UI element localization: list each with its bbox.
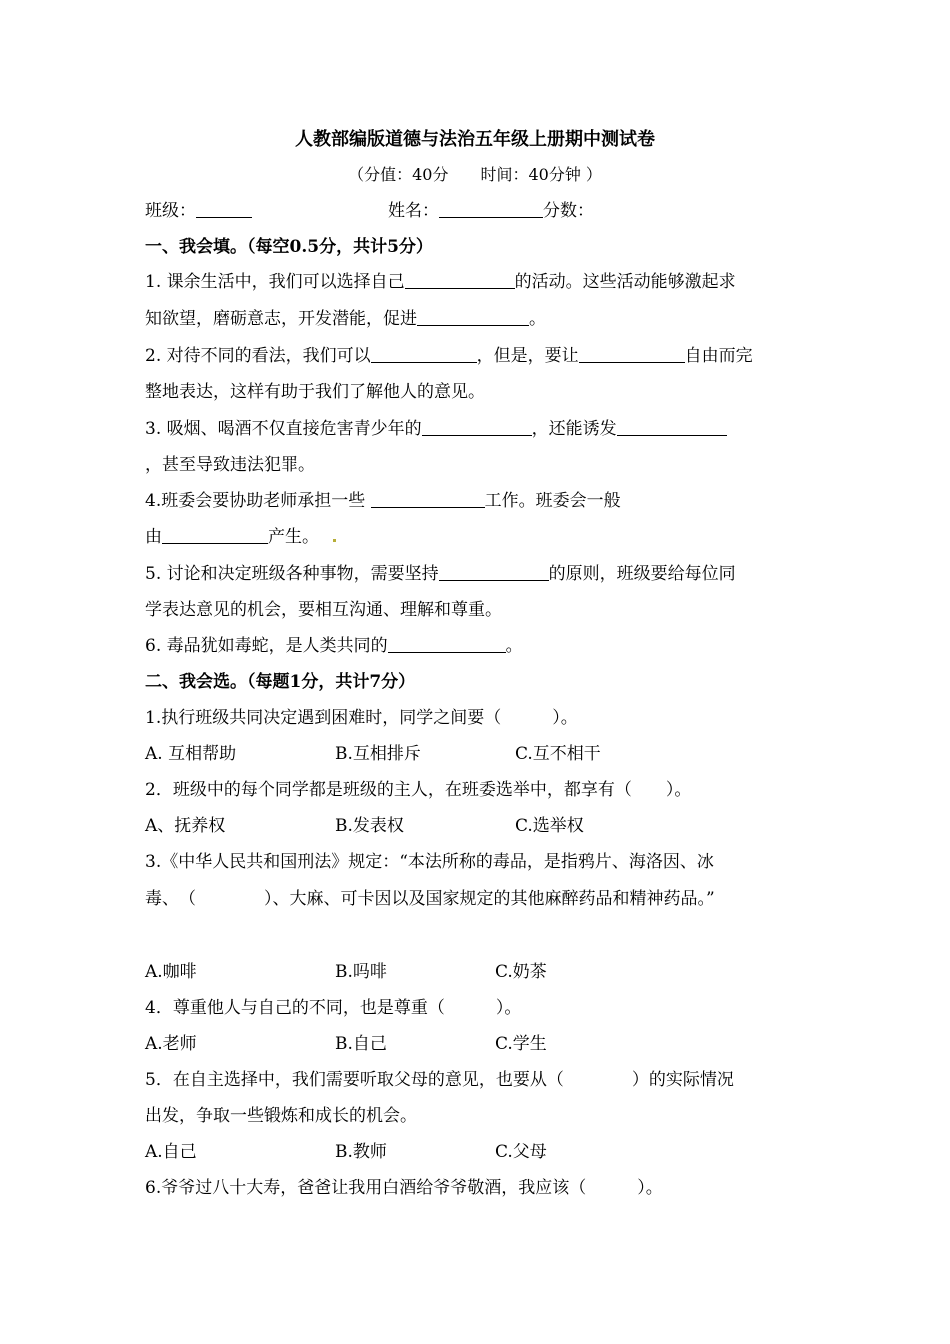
s1-q4-line2 <box>145 525 810 549</box>
s2-q5-option-b[interactable]: B.教师 <box>335 1142 387 1162</box>
s1-q4-text-c: 由 <box>145 527 162 547</box>
s2-q5-option-a[interactable]: A.自己 <box>145 1142 197 1162</box>
s2-q5-option-c[interactable]: C.父母 <box>495 1142 547 1162</box>
s1-q3-line2: ，甚至导致违法犯罪。 <box>145 455 315 475</box>
s2-q1-option-b[interactable]: B.互相排斥 <box>335 744 421 764</box>
s1-q5-text-a: 5. 讨论和决定班级各种事物，需要坚持 <box>145 564 439 584</box>
class-blank[interactable] <box>196 199 252 218</box>
section1-heading: 一、我会填。（每空0.5分，共计5分） <box>145 237 433 257</box>
s2-q3-stem-line2: 毒、 （ ）、大麻、可卡因以及国家规定的其他麻醉药品和精神药品。” <box>145 889 715 909</box>
s1-q4-line1 <box>145 489 810 513</box>
s2-q3-option-c[interactable]: C.奶茶 <box>495 962 547 982</box>
s1-q1-line2 <box>145 307 810 331</box>
s1-q2-text-c: 自由而完 <box>684 346 753 366</box>
s2-q4-options <box>145 1032 810 1056</box>
s1-q6-text-a: 6. 毒品犹如毒蛇，是人类共同的 <box>145 636 388 656</box>
s2-q4-option-c[interactable]: C.学生 <box>495 1034 547 1054</box>
s1-q6-text-b: 。 <box>505 636 523 656</box>
s2-q3-options <box>145 960 810 984</box>
s1-q3-text-b: ，还能诱发 <box>531 419 617 439</box>
s2-q5-options <box>145 1140 810 1164</box>
s2-q2-option-c[interactable]: C.选举权 <box>515 816 584 836</box>
s2-q1-stem: 1.执行班级共同决定遇到困难时，同学之间要（ ）。 <box>145 708 578 728</box>
s1-q4-text-a: 4.班委会要协助老师承担一些 <box>145 491 371 511</box>
s2-q3-option-b[interactable]: B.吗啡 <box>335 962 387 982</box>
stray-dot <box>333 539 336 542</box>
exam-meta: （分值：40分 时间：40分钟 ） <box>348 165 602 184</box>
s2-q6-stem: 6.爷爷过八十大寿，爸爸让我用白酒给爷爷敬酒，我应该（ ）。 <box>145 1178 663 1198</box>
s1-q1-line1 <box>145 270 810 294</box>
s2-q4-option-a[interactable]: A.老师 <box>145 1034 197 1054</box>
s1-q1-blank2[interactable] <box>417 307 529 326</box>
s1-q1-text-b: 的活动。这些活动能够激起求 <box>514 272 736 292</box>
s2-q4-option-b[interactable]: B.自己 <box>335 1034 387 1054</box>
s1-q3-blank2[interactable] <box>617 417 727 436</box>
s2-q5-stem-line1: 5．在自主选择中，我们需要听取父母的意见，也要从（ ）的实际情况 <box>145 1070 734 1090</box>
name-blank[interactable] <box>439 199 543 218</box>
s2-q1-options <box>145 742 810 766</box>
s1-q1-text-c: 知欲望，磨砺意志，开发潜能，促进 <box>145 309 417 329</box>
s1-q3-text-a: 3. 吸烟、喝酒不仅直接危害青少年的 <box>145 419 422 439</box>
s1-q2-text-a: 2. 对待不同的看法，我们可以 <box>145 346 371 366</box>
s1-q3-blank1[interactable] <box>422 417 532 436</box>
s1-q1-text-d: 。 <box>529 309 546 329</box>
section2-heading: 二、我会选。（每题1分，共计7分） <box>145 672 416 692</box>
s2-q3-option-a[interactable]: A.咖啡 <box>145 962 197 982</box>
s2-q2-option-b[interactable]: B.发表权 <box>335 816 404 836</box>
s2-q3-stem-line1: 3.《中华人民共和国刑法》规定：“本法所称的毒品，是指鸦片、海洛因、冰 <box>145 852 714 872</box>
score-label: 分数： <box>543 201 594 221</box>
s2-q2-options <box>145 814 810 838</box>
s1-q4-text-b: 工作。班委会一般 <box>484 491 621 511</box>
s1-q2-blank2[interactable] <box>579 344 685 363</box>
s1-q6-line <box>145 634 810 658</box>
s1-q2-text-b: ，但是，要让 <box>476 346 579 366</box>
s1-q5-blank1[interactable] <box>439 562 549 581</box>
student-info-row <box>145 199 810 223</box>
s1-q5-line1 <box>145 562 810 586</box>
s1-q5-text-b: 的原则，班级要给每位同 <box>548 564 736 584</box>
s1-q2-blank1[interactable] <box>371 344 477 363</box>
s1-q5-line2: 学表达意见的机会，要相互沟通、理解和尊重。 <box>145 600 502 620</box>
s1-q2-line2: 整地表达，这样有助于我们了解他人的意见。 <box>145 382 485 402</box>
s1-q2-line1 <box>145 344 810 368</box>
s1-q4-blank1[interactable] <box>371 489 485 508</box>
s1-q1-blank1[interactable] <box>405 270 515 289</box>
s2-q4-stem: 4．尊重他人与自己的不同，也是尊重（ ）。 <box>145 998 522 1018</box>
s2-q5-stem-line2: 出发，争取一些锻炼和成长的机会。 <box>145 1106 417 1126</box>
s1-q4-text-d: 产生。 <box>268 527 319 547</box>
name-label: 姓名： <box>388 201 439 221</box>
s2-q1-option-c[interactable]: C.互不相干 <box>515 744 601 764</box>
exam-title: 人教部编版道德与法治五年级上册期中测试卷 <box>295 129 655 150</box>
class-label: 班级： <box>145 201 196 221</box>
s2-q2-option-a[interactable]: A、抚养权 <box>145 816 226 836</box>
s2-q2-stem: 2．班级中的每个同学都是班级的主人，在班委选举中，都享有（ ）。 <box>145 780 692 800</box>
s1-q1-text-a: 1. 课余生活中，我们可以选择自己 <box>145 272 405 292</box>
s1-q4-blank2[interactable] <box>162 525 268 544</box>
s1-q3-line1 <box>145 417 810 441</box>
s2-q1-option-a[interactable]: A. 互相帮助 <box>145 744 237 764</box>
s1-q6-blank[interactable] <box>388 634 506 653</box>
